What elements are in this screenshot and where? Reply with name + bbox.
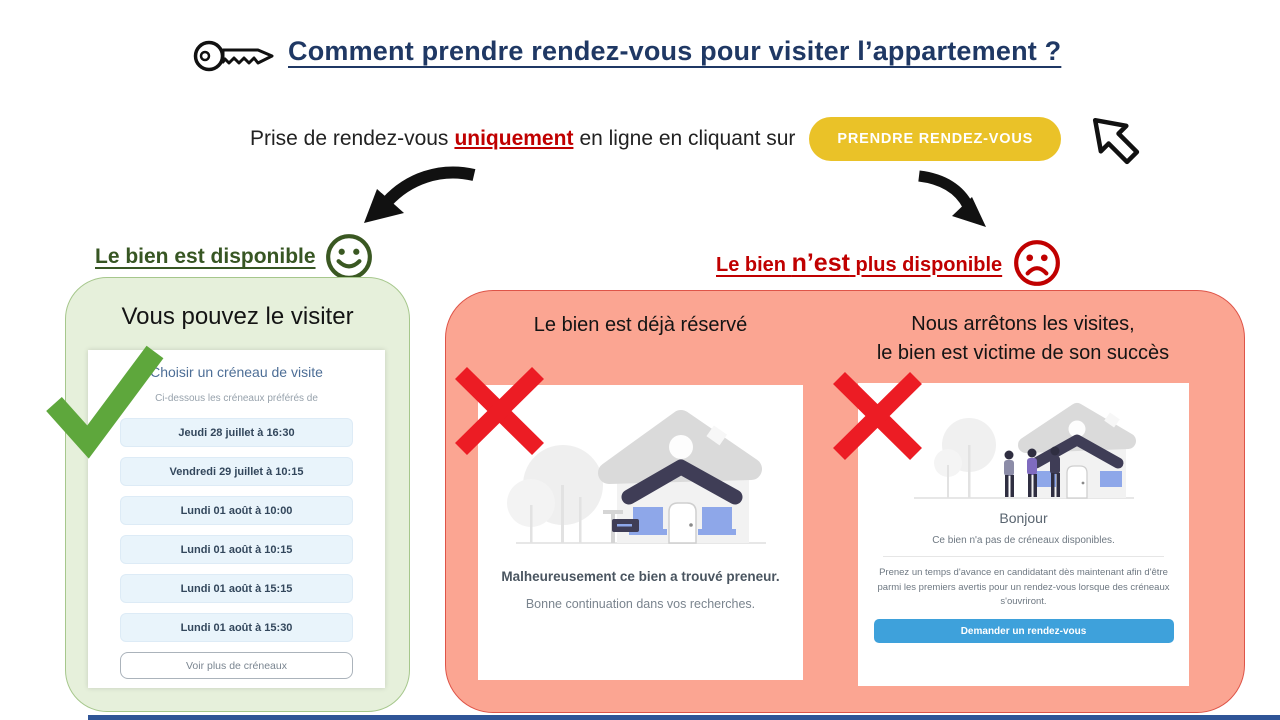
red-cross-icon: [830, 371, 925, 461]
time-slot[interactable]: Lundi 01 août à 15:15: [120, 574, 353, 603]
stopped-greeting: Bonjour: [999, 510, 1048, 526]
page-title: Comment prendre rendez-vous pour visiter l’appartement ?: [288, 36, 1062, 66]
intro-text-after: en ligne en cliquant sur: [579, 127, 796, 150]
booking-widget-subtitle: Ci-dessous les créneaux préférés de: [155, 393, 318, 404]
sad-face-icon: [1012, 238, 1062, 288]
key-icon: [192, 33, 280, 79]
time-slot[interactable]: Lundi 01 août à 10:15: [120, 535, 353, 564]
unavailable-label-emph: n’est: [791, 248, 850, 277]
stopped-heading: [840, 310, 1206, 368]
demander-rendez-vous-button[interactable]: Demander un rendez-vous: [874, 619, 1174, 643]
reserved-message: Bonne continuation dans vos recherches.: [525, 597, 756, 611]
time-slot[interactable]: Lundi 01 août à 10:00: [120, 496, 353, 525]
time-slot[interactable]: Vendredi 29 juillet à 10:15: [120, 457, 353, 486]
available-heading: Vous pouvez le visiter: [121, 303, 354, 330]
intro-text-before: Prise de rendez-vous: [250, 127, 449, 150]
available-label-row: [95, 232, 374, 282]
slide-bottom-bar: [88, 715, 1280, 720]
red-cross-icon: [452, 366, 547, 456]
time-slot[interactable]: Lundi 01 août à 15:30: [120, 613, 353, 642]
time-slot[interactable]: Jeudi 28 juillet à 16:30: [120, 418, 353, 447]
smiley-face-icon: [324, 232, 374, 282]
booking-widget-title: Choisir un créneau de visite: [150, 364, 323, 380]
stopped-paragraph: Prenez un temps d'avance en candidatant dès maintenant afin d'être parmi les premiers avertis pour un rendez-vous lorsque des créneaux s'ouvriront.: [877, 567, 1170, 608]
unavailable-label-row: [716, 238, 1062, 288]
unavailable-label: [716, 249, 1002, 278]
divider: [883, 556, 1164, 557]
arrow-to-unavailable-icon: [912, 170, 992, 230]
stopped-heading-line2: le bien est victime de son succès: [876, 342, 1170, 364]
intro-text-highlight: uniquement: [454, 127, 574, 150]
available-label: Le bien est disponible: [95, 245, 316, 268]
arrow-to-available-icon: [362, 166, 477, 228]
stopped-subtitle: Ce bien n'a pas de créneaux disponibles.: [932, 535, 1115, 546]
more-slots-button[interactable]: Voir plus de créneaux: [120, 652, 353, 679]
green-checkmark-icon: [42, 342, 167, 460]
reserved-message-bold: Malheureusement ce bien a trouvé preneur.: [501, 569, 780, 584]
mouse-cursor-icon: [1082, 110, 1148, 178]
stopped-heading-line1: Nous arrêtons les visites,: [911, 313, 1135, 335]
unavailable-label-before: Le bien: [716, 253, 787, 276]
unavailable-label-after: plus disponible: [855, 253, 1003, 276]
reserved-heading: Le bien est déjà réservé: [533, 314, 748, 336]
house-with-people-illustration: [884, 383, 1164, 508]
prendre-rendez-vous-button[interactable]: PRENDRE RENDEZ-VOUS: [809, 117, 1061, 161]
intro-line: [250, 116, 1061, 162]
